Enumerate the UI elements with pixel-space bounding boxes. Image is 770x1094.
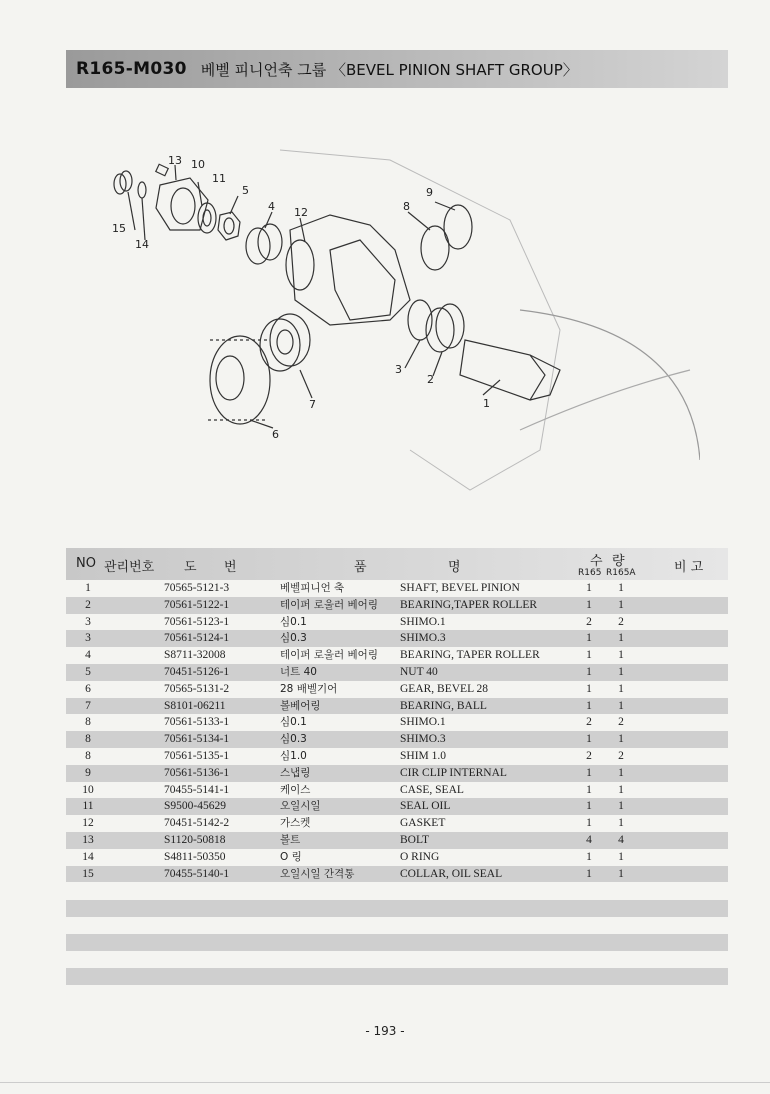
row-qty-r165a: 2 <box>618 615 624 628</box>
row-qty-r165a: 1 <box>618 665 624 678</box>
table-row <box>66 714 728 731</box>
header-qty-1: 수 <box>590 554 603 569</box>
row-name-english: SHIMO.3 <box>400 632 446 645</box>
row-part-number: 70561-5136-1 <box>164 766 230 779</box>
parts-table-body <box>66 580 728 882</box>
row-part-number: 70561-5135-1 <box>164 749 230 762</box>
table-row <box>66 815 728 832</box>
row-qty-r165: 4 <box>586 833 592 846</box>
row-part-number: 70561-5122-1 <box>164 598 230 611</box>
row-qty-r165: 1 <box>586 800 592 813</box>
callout-10: 10 <box>191 158 205 171</box>
callout-1: 1 <box>483 397 490 410</box>
row-name-english: O RING <box>400 850 440 863</box>
row-qty-r165: 1 <box>586 817 592 830</box>
row-no: 6 <box>85 682 91 695</box>
row-name-english: BEARING, TAPER ROLLER <box>400 649 540 662</box>
row-no: 8 <box>85 733 91 746</box>
callout-3: 3 <box>395 363 402 376</box>
row-qty-r165: 1 <box>586 733 592 746</box>
row-name-korean: 테이퍼 로울러 베어링 <box>280 598 378 611</box>
row-qty-r165a: 1 <box>618 783 624 796</box>
header-code: 관리번호 <box>104 560 155 575</box>
row-name-korean: 스냅링 <box>280 766 311 779</box>
empty-row <box>66 900 728 917</box>
table-row <box>66 630 728 647</box>
row-qty-r165: 1 <box>586 632 592 645</box>
row-qty-r165: 2 <box>586 716 592 729</box>
row-name-english: BOLT <box>400 833 429 846</box>
row-name-english: CIR CLIP INTERNAL <box>400 766 507 779</box>
row-part-number: 70565-5121-3 <box>164 582 230 594</box>
empty-table-rows <box>66 883 728 985</box>
row-qty-r165: 1 <box>586 783 592 796</box>
table-row <box>66 647 728 664</box>
row-name-english: COLLAR, OIL SEAL <box>400 867 503 880</box>
empty-row <box>66 917 728 934</box>
row-part-number: S4811-50350 <box>164 850 226 863</box>
row-no: 9 <box>85 766 91 779</box>
row-qty-r165: 1 <box>586 665 592 678</box>
table-row <box>66 849 728 866</box>
table-row <box>66 664 728 681</box>
empty-row <box>66 968 728 985</box>
row-qty-r165a: 1 <box>618 766 624 779</box>
row-no: 15 <box>82 867 94 880</box>
row-qty-r165: 2 <box>586 615 592 628</box>
row-qty-r165: 1 <box>586 582 592 594</box>
row-no: 2 <box>85 598 91 611</box>
callout-5: 5 <box>242 184 249 197</box>
page-header <box>66 50 728 88</box>
row-qty-r165a: 4 <box>618 833 624 846</box>
row-name-korean: 심0.3 <box>280 632 307 645</box>
callout-13: 13 <box>168 154 182 167</box>
callout-12: 12 <box>294 206 308 219</box>
row-part-number: S8711-32008 <box>164 649 226 662</box>
row-qty-r165a: 1 <box>618 850 624 863</box>
row-name-korean: 심1.0 <box>280 749 307 762</box>
table-row <box>66 681 728 698</box>
row-part-number: 70455-5140-1 <box>164 867 230 880</box>
row-qty-r165a: 1 <box>618 699 624 712</box>
row-name-korean: 베벨피니언 축 <box>280 582 345 594</box>
row-name-korean: 케이스 <box>280 783 311 796</box>
row-qty-r165: 1 <box>586 598 592 611</box>
row-no: 3 <box>85 615 91 628</box>
table-row <box>66 798 728 815</box>
row-part-number: S1120-50818 <box>164 833 226 846</box>
row-no: 7 <box>85 699 91 712</box>
row-part-number: 70565-5131-2 <box>164 682 230 695</box>
row-no: 12 <box>82 817 94 830</box>
header-qty-r165a: R165A <box>606 568 636 578</box>
callout-4: 4 <box>268 200 275 213</box>
table-row <box>66 832 728 849</box>
row-no: 8 <box>85 716 91 729</box>
row-no: 13 <box>82 833 94 846</box>
row-name-korean: 볼베어링 <box>280 699 321 712</box>
row-qty-r165: 1 <box>586 766 592 779</box>
row-name-english: NUT 40 <box>400 665 438 678</box>
row-part-number: S9500-45629 <box>164 800 226 813</box>
section-title: 베벨 피니언축 그룹 〈BEVEL PINION SHAFT GROUP〉 <box>200 60 578 79</box>
row-name-korean: 심0.1 <box>280 716 307 729</box>
row-name-english: SHIM 1.0 <box>400 749 447 762</box>
row-name-korean: 가스켓 <box>280 817 311 830</box>
row-name-korean: 28 배벨기어 <box>280 682 338 695</box>
row-part-number: 70561-5123-1 <box>164 615 230 628</box>
row-name-english: BEARING, BALL <box>400 699 487 712</box>
row-qty-r165: 1 <box>586 682 592 695</box>
row-name-korean: 오일시일 <box>280 800 321 813</box>
callout-7: 7 <box>309 398 316 411</box>
page-divider <box>0 1082 770 1083</box>
callout-6: 6 <box>272 428 279 441</box>
row-no: 3 <box>85 632 91 645</box>
header-item-2: 명 <box>448 560 461 575</box>
row-qty-r165: 1 <box>586 850 592 863</box>
table-row <box>66 748 728 765</box>
row-part-number: S8101-06211 <box>164 699 226 712</box>
row-name-korean: 볼트 <box>280 833 301 846</box>
table-row <box>66 782 728 799</box>
row-name-english: SHAFT, BEVEL PINION <box>400 582 520 594</box>
row-name-english: SHIMO.3 <box>400 733 446 746</box>
callout-9: 9 <box>426 186 433 199</box>
row-qty-r165a: 1 <box>618 800 624 813</box>
row-part-number: 70561-5134-1 <box>164 733 230 746</box>
row-part-number: 70451-5126-1 <box>164 665 230 678</box>
row-name-korean: 너트 40 <box>280 665 317 678</box>
row-name-korean: O 링 <box>280 850 302 863</box>
row-qty-r165a: 1 <box>618 649 624 662</box>
header-no: NO <box>76 556 96 571</box>
row-qty-r165a: 1 <box>618 682 624 695</box>
row-no: 11 <box>82 800 94 813</box>
row-no: 1 <box>85 582 91 594</box>
table-row <box>66 580 728 597</box>
row-name-english: GASKET <box>400 817 446 830</box>
row-name-korean: 테이퍼 로울러 베어링 <box>280 649 378 662</box>
row-part-number: 70561-5124-1 <box>164 632 230 645</box>
empty-row <box>66 883 728 900</box>
table-row <box>66 597 728 614</box>
row-qty-r165: 1 <box>586 699 592 712</box>
row-name-english: SEAL OIL <box>400 800 451 813</box>
empty-row <box>66 934 728 951</box>
row-qty-r165a: 1 <box>618 632 624 645</box>
table-row <box>66 614 728 631</box>
table-row <box>66 765 728 782</box>
exploded-parts-diagram <box>90 130 700 530</box>
row-part-number: 70455-5141-1 <box>164 783 230 796</box>
callout-8: 8 <box>403 200 410 213</box>
header-qty-2: 량 <box>612 554 625 569</box>
table-header <box>66 548 728 580</box>
callout-11: 11 <box>212 172 226 185</box>
section-code: R165-M030 <box>76 59 187 79</box>
row-qty-r165a: 1 <box>618 733 624 746</box>
row-name-english: CASE, SEAL <box>400 783 464 796</box>
empty-row <box>66 951 728 968</box>
row-no: 10 <box>82 783 94 796</box>
row-qty-r165: 2 <box>586 749 592 762</box>
row-qty-r165a: 1 <box>618 867 624 880</box>
row-no: 8 <box>85 749 91 762</box>
header-item-1: 품 <box>354 560 367 575</box>
row-name-english: GEAR, BEVEL 28 <box>400 682 489 695</box>
header-drawing-1: 도 <box>184 560 197 575</box>
row-qty-r165a: 2 <box>618 749 624 762</box>
page-number: - 193 - <box>365 1024 405 1038</box>
row-name-english: SHIMO.1 <box>400 716 446 729</box>
callout-14: 14 <box>135 238 149 251</box>
row-name-korean: 오일시일 간격통 <box>280 867 355 880</box>
row-no: 4 <box>85 649 91 662</box>
header-remark: 비 고 <box>674 560 704 575</box>
row-qty-r165: 1 <box>586 867 592 880</box>
row-qty-r165a: 1 <box>618 817 624 830</box>
row-qty-r165a: 1 <box>618 582 624 594</box>
row-name-korean: 심0.3 <box>280 733 307 746</box>
header-drawing-2: 번 <box>224 560 237 575</box>
row-no: 14 <box>82 850 94 863</box>
row-qty-r165a: 2 <box>618 716 624 729</box>
table-row <box>66 698 728 715</box>
row-no: 5 <box>85 665 91 678</box>
callout-2: 2 <box>427 373 434 386</box>
row-name-english: BEARING,TAPER ROLLER <box>400 598 538 611</box>
callout-15: 15 <box>112 222 126 235</box>
table-row <box>66 866 728 883</box>
parts-drawing <box>90 130 700 530</box>
row-part-number: 70451-5142-2 <box>164 817 230 830</box>
row-part-number: 70561-5133-1 <box>164 716 230 729</box>
header-qty-r165: R165 <box>578 568 602 578</box>
row-name-korean: 심0.1 <box>280 615 307 628</box>
row-name-english: SHIMO.1 <box>400 615 446 628</box>
row-qty-r165: 1 <box>586 649 592 662</box>
table-row <box>66 731 728 748</box>
row-qty-r165a: 1 <box>618 598 624 611</box>
